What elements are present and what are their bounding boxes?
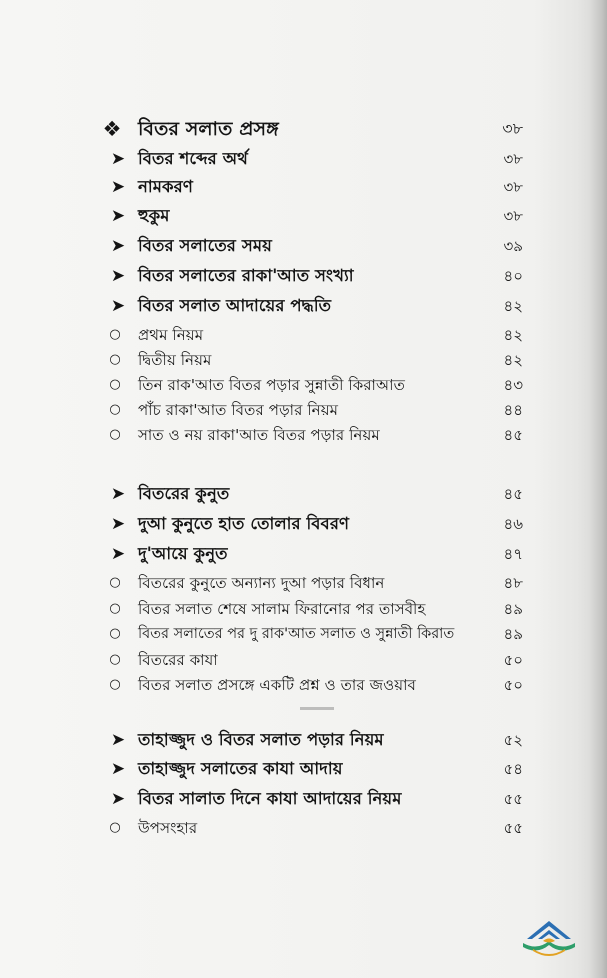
toc-entry-page: ৪৯ [503, 625, 523, 643]
circle-bullet-icon: ○ [109, 652, 121, 667]
toc-row [0, 293, 607, 319]
toc-row [0, 397, 607, 423]
circle-bullet-icon: ○ [109, 427, 121, 442]
toc-entry-title: বিতরের কাযা [138, 651, 218, 669]
toc-entry-title: তাহাজ্জুদ সলাতের কাযা আদায় [138, 759, 343, 778]
toc-entry-page: ৪২ [503, 297, 523, 315]
toc-entry-title: বিতর সলাতের রাকা'আত সংখ্যা [138, 266, 354, 285]
toc-row [0, 541, 607, 567]
toc-row [0, 727, 607, 753]
toc-row [0, 786, 607, 812]
toc-row [0, 146, 607, 172]
toc-entry-title: পাঁচ রাকা'আত বিতর পড়ার নিয়ম [138, 401, 339, 419]
toc-entry-page: ৪৫ [503, 485, 523, 503]
toc-row [0, 596, 607, 622]
circle-bullet-icon: ○ [109, 820, 121, 835]
toc-row [0, 621, 607, 647]
toc-entry-page: ৩৯ [503, 237, 523, 255]
arrow-bullet-icon: ➤ [110, 296, 126, 316]
arrow-bullet-icon: ➤ [110, 730, 126, 750]
diamond-bullet-icon: ❖ [102, 117, 122, 141]
toc-entry-page: ৪২ [503, 351, 523, 369]
arrow-bullet-icon: ➤ [110, 236, 126, 256]
toc-row [0, 372, 607, 398]
toc-entry-title: বিতর সলাতের পর দু রাক'আত সলাত ও সুন্নাতী কিরাত [138, 626, 455, 642]
toc-entry-page: ৫৫ [503, 790, 523, 808]
arrow-bullet-icon: ➤ [110, 759, 126, 779]
toc-entry-page: ৪৪ [503, 401, 523, 419]
toc-row [0, 203, 607, 229]
circle-bullet-icon: ○ [109, 352, 121, 367]
toc-entry-title: বিতরের কুনুত [138, 484, 230, 503]
toc-entry-title: বিতর সলাত শেষে সালাম ফিরানোর পর তাসবীহ [138, 600, 426, 618]
toc-entry-title: বিতরের কুনুতে অন্যান্য দুআ পড়ার বিধান [138, 574, 385, 592]
toc-entry-title: বিতর সলাত প্রসঙ্গে একটি প্রশ্ন ও তার জওয়াব [138, 676, 416, 694]
toc-entry-title: হুকুম [138, 206, 170, 225]
toc-entry-title: দ্বিতীয় নিয়ম [138, 351, 212, 369]
circle-bullet-icon: ○ [109, 601, 121, 616]
toc-entry-page: ৪২ [503, 326, 523, 344]
toc-entry-page: ৩৮ [503, 178, 523, 196]
toc-row [0, 174, 607, 200]
toc-entry-page: ৪৭ [503, 545, 523, 563]
toc-row [0, 815, 607, 841]
arrow-bullet-icon: ➤ [110, 789, 126, 809]
arrow-bullet-icon: ➤ [110, 206, 126, 226]
toc-entry-page: ৫৫ [503, 819, 523, 837]
arrow-bullet-icon: ➤ [110, 177, 126, 197]
toc-entry-title: বিতর সলাত প্রসঙ্গ [138, 118, 279, 140]
toc-entry-page: ৪৩ [503, 376, 523, 394]
toc-entry-title: দুআ কুনুতে হাত তোলার বিবরণ [138, 514, 350, 533]
toc-row [0, 647, 607, 673]
toc-entry-title: প্রথম নিয়ম [138, 326, 204, 344]
toc-entry-page: ৫৪ [503, 760, 523, 778]
toc-row [0, 263, 607, 289]
toc-entry-title: বিতর সলাত আদায়ের পদ্ধতি [138, 296, 332, 315]
circle-bullet-icon: ○ [109, 377, 121, 392]
toc-row [0, 347, 607, 373]
circle-bullet-icon: ○ [109, 626, 121, 641]
ink-smudge [300, 707, 334, 710]
publisher-logo-icon [519, 917, 579, 959]
toc-entry-page: ৪৫ [503, 426, 523, 444]
toc-entry-title: বিতর সলাতের সময় [138, 236, 272, 255]
toc-entry-title: উপসংহার [138, 819, 198, 837]
arrow-bullet-icon: ➤ [110, 514, 126, 534]
circle-bullet-icon: ○ [109, 327, 121, 342]
circle-bullet-icon: ○ [109, 575, 121, 590]
toc-entry-page: ৫০ [503, 651, 523, 669]
toc-entry-title: নামকরণ [138, 177, 193, 196]
toc-entry-page: ৪৬ [503, 515, 523, 533]
arrow-bullet-icon: ➤ [110, 266, 126, 286]
circle-bullet-icon: ○ [109, 677, 121, 692]
arrow-bullet-icon: ➤ [110, 484, 126, 504]
toc-entry-title: তাহাজ্জুদ ও বিতর সলাত পড়ার নিয়ম [138, 730, 384, 749]
toc-entry-title: দু'আয়ে কুনুত [138, 544, 228, 563]
toc-entry-page: ৫২ [503, 731, 523, 749]
toc-entry-page: ৩৮ [503, 150, 523, 168]
toc-row [0, 233, 607, 259]
toc-row [0, 570, 607, 596]
arrow-bullet-icon: ➤ [110, 149, 126, 169]
toc-entry-page: ৩৮ [502, 119, 523, 138]
toc-entry-title: সাত ও নয় রাকা'আত বিতর পড়ার নিয়ম [138, 426, 380, 444]
circle-bullet-icon: ○ [109, 402, 121, 417]
toc-row [0, 756, 607, 782]
toc-row [0, 481, 607, 507]
arrow-bullet-icon: ➤ [110, 544, 126, 564]
toc-entry-page: ৫০ [503, 676, 523, 694]
toc-entry-title: তিন রাক'আত বিতর পড়ার সুন্নাতী কিরাআত [138, 376, 405, 394]
toc-row [0, 116, 607, 142]
toc-entry-page: ৪০ [503, 267, 523, 285]
toc-entry-title: বিতর সালাত দিনে কাযা আদায়ের নিয়ম [138, 789, 402, 808]
toc-entry-title: বিতর শব্দের অর্থ [138, 149, 248, 168]
toc-entry-page: ৩৮ [503, 207, 523, 225]
toc-entry-page: ৪৮ [503, 574, 523, 592]
toc-entry-page: ৪৯ [503, 600, 523, 618]
toc-row [0, 511, 607, 537]
toc-row [0, 672, 607, 698]
toc-row [0, 322, 607, 348]
toc-row [0, 422, 607, 448]
